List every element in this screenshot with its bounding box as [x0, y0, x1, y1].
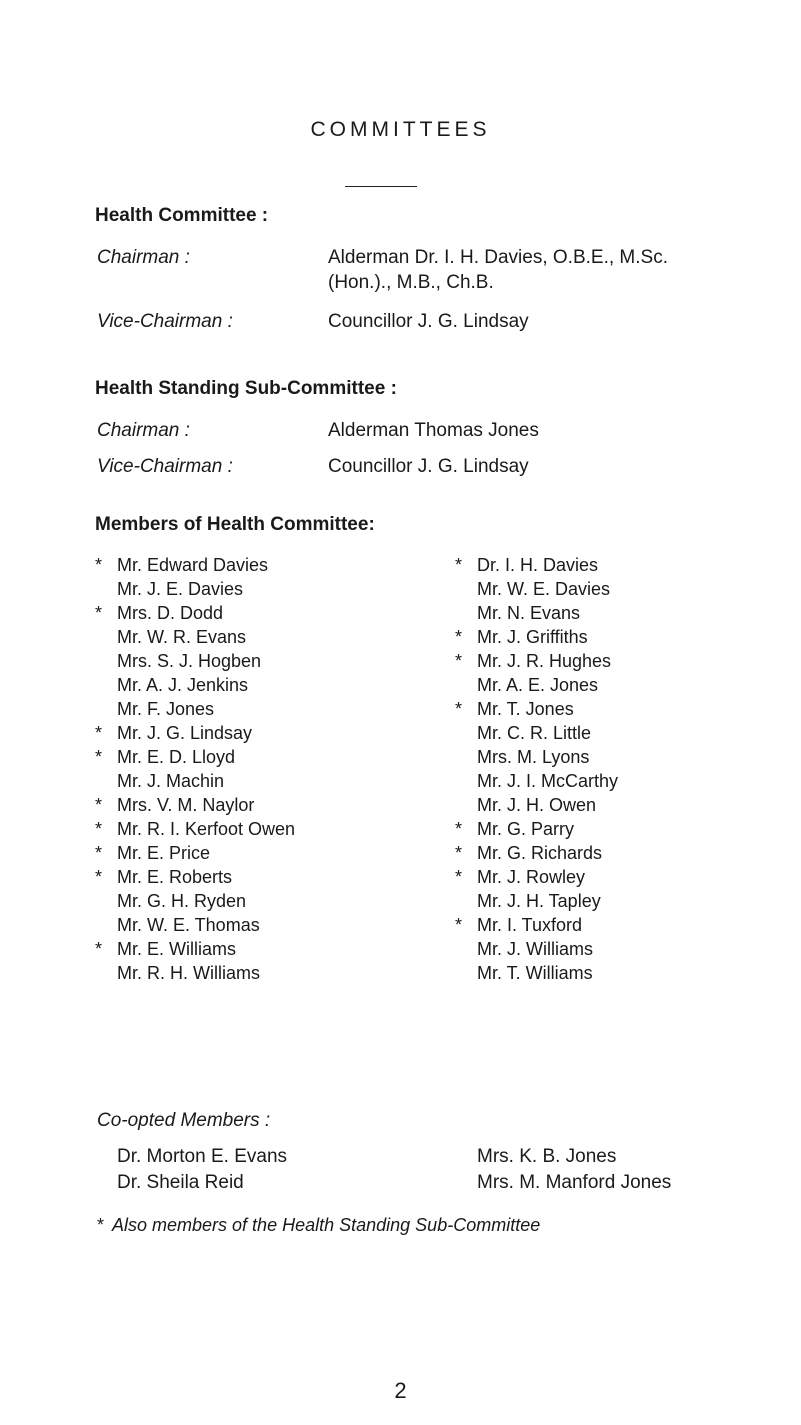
sub-committee-heading: Health Standing Sub-Committee :: [95, 378, 397, 399]
member-row: [95, 915, 295, 939]
member-name: Mr. J. Williams: [477, 939, 593, 959]
hc-chairman-line2: (Hon.)., M.B., Ch.B.: [328, 272, 494, 293]
footnote: [97, 1215, 540, 1236]
member-row: [455, 843, 618, 867]
member-row: [95, 843, 295, 867]
member-name: Mr. W. E. Thomas: [117, 915, 260, 935]
member-row: [95, 963, 295, 987]
member-name: Dr. I. H. Davies: [477, 555, 599, 575]
member-row: [95, 723, 295, 747]
page-number: 2: [394, 1378, 407, 1403]
co-opted-member: Dr. Sheila Reid: [117, 1172, 244, 1193]
hc-chairman-label: Chairman :: [97, 247, 190, 268]
member-name: Mr. T. Jones: [477, 699, 574, 719]
asterisk-mark: *: [95, 555, 103, 575]
asterisk-mark: *: [455, 627, 463, 647]
member-row: [455, 915, 618, 939]
member-row: [95, 795, 295, 819]
member-row: [95, 675, 295, 699]
member-row: [455, 795, 618, 819]
co-opted-member: Mrs. M. Manford Jones: [477, 1172, 672, 1193]
asterisk-mark: *: [95, 603, 103, 623]
member-name: Mr. R. I. Kerfoot Owen: [117, 819, 296, 839]
member-name: Mr. J. Rowley: [477, 867, 586, 887]
member-name: Mr. C. R. Little: [477, 723, 592, 743]
members-heading: Members of Health Committee:: [95, 514, 375, 535]
member-name: Mr. A. J. Jenkins: [117, 675, 249, 695]
members-left-column: [95, 555, 295, 987]
member-row: [95, 579, 295, 603]
member-name: Mr. J. Griffiths: [477, 627, 588, 647]
member-name: Mr. A. E. Jones: [477, 675, 599, 695]
member-row: [455, 891, 618, 915]
member-row: [455, 939, 618, 963]
member-row: [455, 555, 618, 579]
member-row: [455, 867, 618, 891]
sc-chairman-label: Chairman :: [97, 420, 190, 441]
member-name: Mr. J. Machin: [117, 771, 225, 791]
member-row: [455, 627, 618, 651]
title-divider: [345, 186, 417, 187]
member-row: [95, 771, 295, 795]
member-row: [455, 579, 618, 603]
co-opted-member: Dr. Morton E. Evans: [117, 1146, 288, 1167]
sc-vice-chairman-label: Vice-Chairman :: [97, 456, 233, 477]
member-name: Mrs. D. Dodd: [117, 603, 224, 623]
asterisk-mark: *: [455, 867, 463, 887]
asterisk-mark: *: [455, 651, 463, 671]
member-name: Mr. G. H. Ryden: [117, 891, 247, 911]
member-row: [455, 723, 618, 747]
hc-vice-chairman-value: Councillor J. G. Lindsay: [328, 311, 529, 332]
asterisk-mark: *: [455, 915, 463, 935]
member-row: [455, 675, 618, 699]
member-row: [95, 939, 295, 963]
member-name: Mr. T. Williams: [477, 963, 593, 983]
member-name: Mr. E. Price: [117, 843, 211, 863]
member-row: [95, 747, 295, 771]
member-name: Mrs. M. Lyons: [477, 747, 590, 767]
member-name: Mrs. V. M. Naylor: [117, 795, 255, 815]
member-row: [95, 603, 295, 627]
asterisk-mark: *: [455, 819, 463, 839]
member-row: [95, 651, 295, 675]
member-row: [95, 555, 295, 579]
member-name: Mr. J. G. Lindsay: [117, 723, 253, 743]
hc-chairman-line1: Alderman Dr. I. H. Davies, O.B.E., M.Sc.: [328, 247, 668, 268]
member-row: [95, 627, 295, 651]
member-name: Mr. G. Richards: [477, 843, 603, 863]
member-row: [455, 771, 618, 795]
member-name: Mr. W. R. Evans: [117, 627, 247, 647]
footnote-text: Also members of the Health Standing Sub-Committee: [112, 1215, 541, 1235]
member-row: [95, 867, 295, 891]
co-opted-member: Mrs. K. B. Jones: [477, 1146, 617, 1167]
member-row: [455, 699, 618, 723]
sc-vice-chairman-value: Councillor J. G. Lindsay: [328, 456, 529, 477]
member-name: Mr. W. E. Davies: [477, 579, 611, 599]
member-name: Mr. R. H. Williams: [117, 963, 260, 983]
member-name: Mrs. S. J. Hogben: [117, 651, 262, 671]
member-row: [455, 603, 618, 627]
member-row: [455, 819, 618, 843]
member-name: Mr. N. Evans: [477, 603, 581, 623]
member-row: [95, 891, 295, 915]
asterisk-mark: *: [97, 1215, 105, 1235]
member-name: Mr. Edward Davies: [117, 555, 269, 575]
asterisk-mark: *: [455, 843, 463, 863]
asterisk-mark: *: [95, 795, 103, 815]
member-row: [95, 819, 295, 843]
member-row: [455, 963, 618, 987]
member-name: Mr. F. Jones: [117, 699, 215, 719]
asterisk-mark: *: [95, 819, 103, 839]
co-opted-heading: Co-opted Members :: [97, 1110, 271, 1131]
asterisk-mark: *: [95, 747, 103, 767]
asterisk-mark: *: [95, 867, 103, 887]
asterisk-mark: *: [455, 555, 463, 575]
member-name: Mr. G. Parry: [477, 819, 575, 839]
member-name: Mr. E. Williams: [117, 939, 236, 959]
member-row: [455, 747, 618, 771]
member-name: Mr. I. Tuxford: [477, 915, 583, 935]
member-name: Mr. E. Roberts: [117, 867, 233, 887]
member-name: Mr. J. H. Tapley: [477, 891, 601, 911]
hc-vice-chairman-label: Vice-Chairman :: [97, 311, 233, 332]
member-name: Mr. J. H. Owen: [477, 795, 597, 815]
members-right-column: [455, 555, 618, 987]
asterisk-mark: *: [455, 699, 463, 719]
page-title: COMMITTEES: [310, 118, 491, 141]
asterisk-mark: *: [95, 939, 103, 959]
member-row: [455, 651, 618, 675]
member-name: Mr. J. E. Davies: [117, 579, 244, 599]
member-name: Mr. J. I. McCarthy: [477, 771, 619, 791]
asterisk-mark: *: [95, 723, 103, 743]
asterisk-mark: *: [95, 843, 103, 863]
member-name: Mr. J. R. Hughes: [477, 651, 612, 671]
health-committee-heading: Health Committee :: [95, 205, 269, 226]
sc-chairman-value: Alderman Thomas Jones: [328, 420, 539, 441]
member-row: [95, 699, 295, 723]
member-name: Mr. E. D. Lloyd: [117, 747, 236, 767]
